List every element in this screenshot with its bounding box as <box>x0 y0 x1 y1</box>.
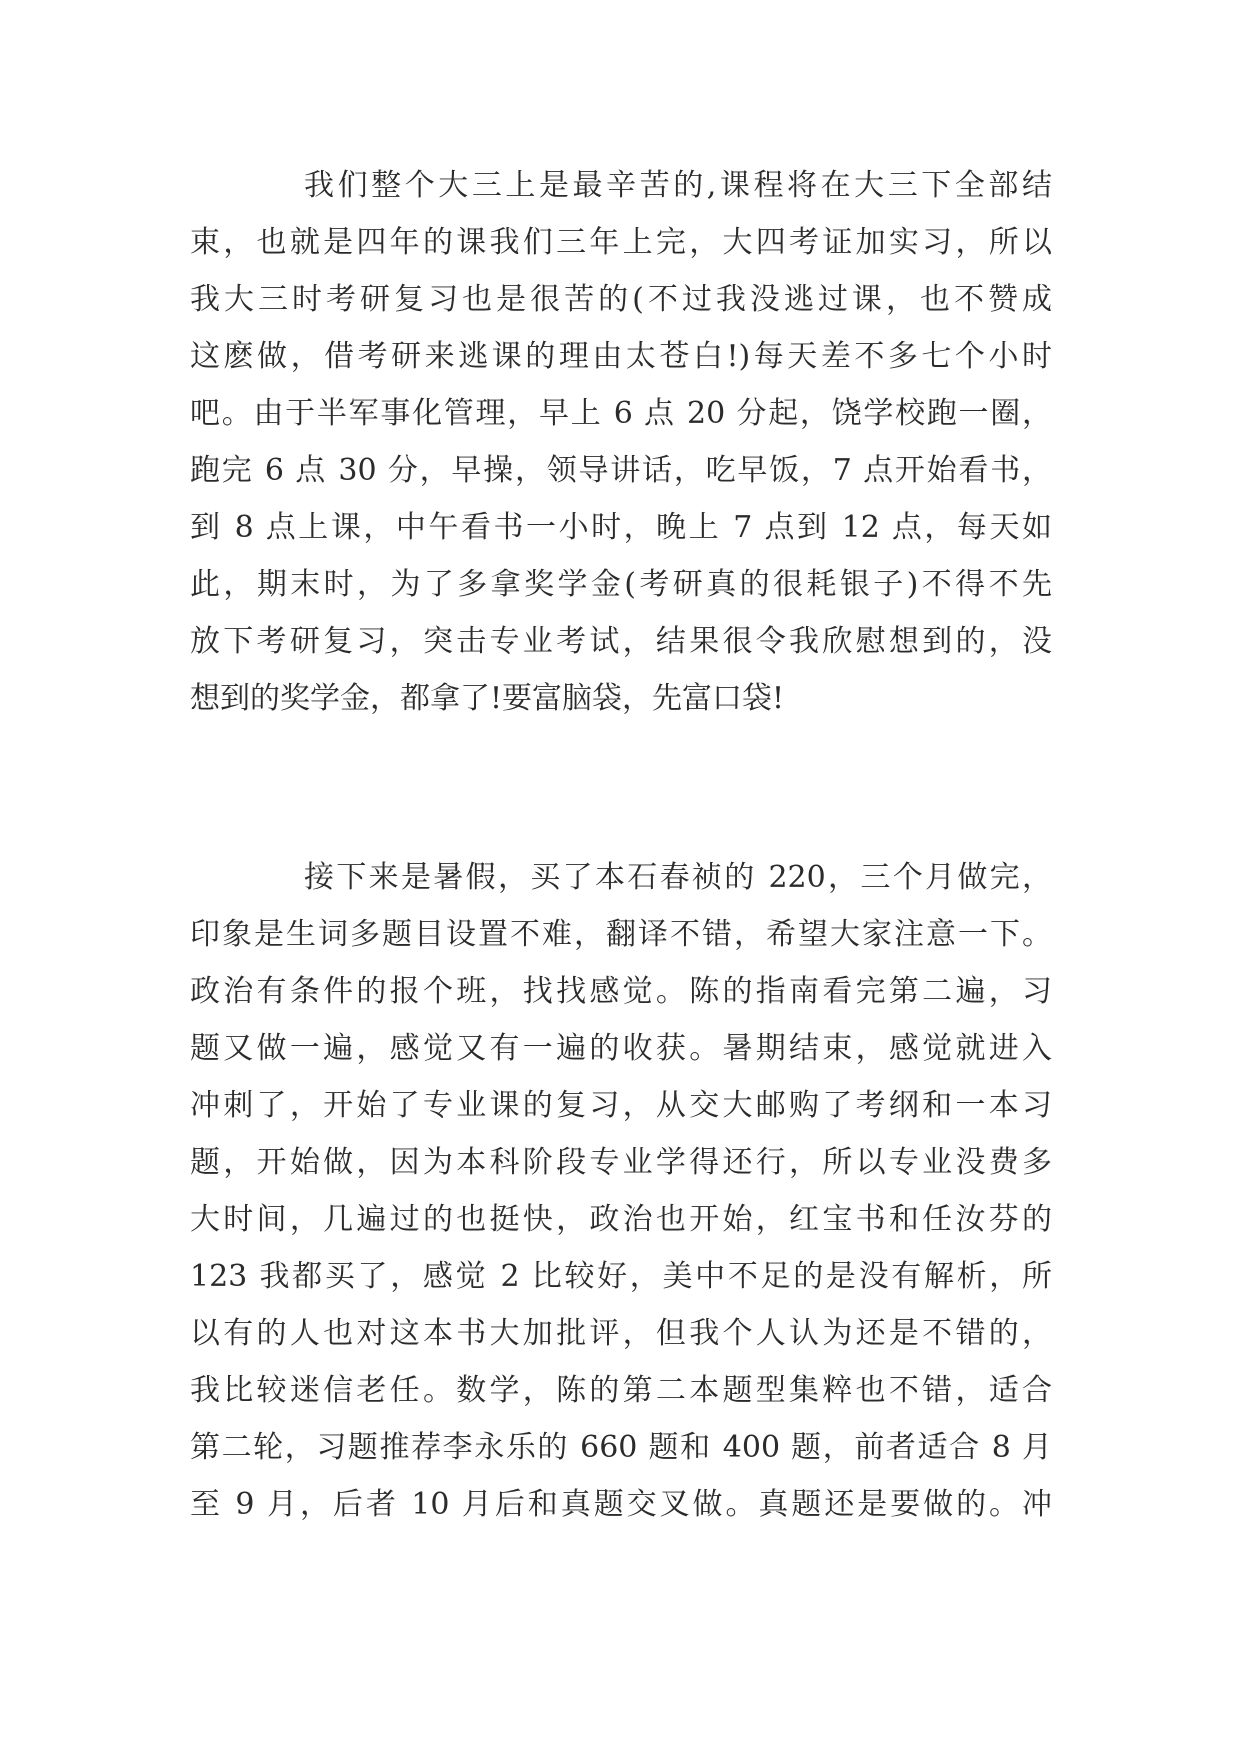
paragraph-line: 我比较迷信老任。数学，陈的第二本题型集粹也不错，适合 <box>190 1373 1052 1408</box>
paragraph-line: 冲刺了，开始了专业课的复习，从交大邮购了考纲和一本习 <box>190 1088 1052 1123</box>
paragraph-1 <box>190 157 1052 727</box>
paragraph-line: 放下考研复习，突击专业考试，结果很令我欣慰想到的，没 <box>190 624 1052 659</box>
paragraph-line: 到 8 点上课，中午看书一小时，晚上 7 点到 12 点，每天如 <box>190 510 1052 545</box>
paragraph-2 <box>190 849 1052 1533</box>
paragraph-line: 这麽做，借考研来逃课的理由太苍白!)每天差不多七个小时 <box>190 339 1052 374</box>
paragraph-line: 此，期末时，为了多拿奖学金(考研真的很耗银子)不得不先 <box>190 567 1052 602</box>
paragraph-line: 至 9 月，后者 10 月后和真题交叉做。真题还是要做的。冲 <box>190 1487 1052 1522</box>
paragraph-line: 接下来是暑假，买了本石春祯的 220，三个月做完， <box>304 860 1052 895</box>
paragraph-line: 印象是生词多题目设置不难，翻译不错，希望大家注意一下。 <box>190 917 1052 952</box>
paragraph-line: 我大三时考研复习也是很苦的(不过我没逃过课，也不赞成 <box>190 282 1052 317</box>
paragraph-line: 以有的人也对这本书大加批评，但我个人认为还是不错的， <box>190 1316 1052 1351</box>
paragraph-line: 政治有条件的报个班，找找感觉。陈的指南看完第二遍，习 <box>190 974 1052 1009</box>
paragraph-line: 题，开始做，因为本科阶段专业学得还行，所以专业没费多 <box>190 1145 1052 1180</box>
paragraph-line: 题又做一遍，感觉又有一遍的收获。暑期结束，感觉就进入 <box>190 1031 1052 1066</box>
paragraph-line: 跑完 6 点 30 分，早操，领导讲话，吃早饭，7 点开始看书， <box>190 453 1052 488</box>
paragraph-line: 吧。由于半军事化管理，早上 6 点 20 分起，饶学校跑一圈， <box>190 396 1052 431</box>
paragraph-line: 123 我都买了，感觉 2 比较好，美中不足的是没有解析，所 <box>190 1259 1052 1294</box>
paragraph-line: 想到的奖学金，都拿了!要富脑袋，先富口袋! <box>190 681 785 716</box>
paragraph-line: 我们整个大三上是最辛苦的,课程将在大三下全部结 <box>304 168 1052 203</box>
paragraph-line: 第二轮，习题推荐李永乐的 660 题和 400 题，前者适合 8 月 <box>190 1430 1052 1465</box>
paragraph-line: 束，也就是四年的课我们三年上完，大四考证加实习，所以 <box>190 225 1052 260</box>
paragraph-line: 大时间，几遍过的也挺快，政治也开始，红宝书和任汝芬的 <box>190 1202 1052 1237</box>
